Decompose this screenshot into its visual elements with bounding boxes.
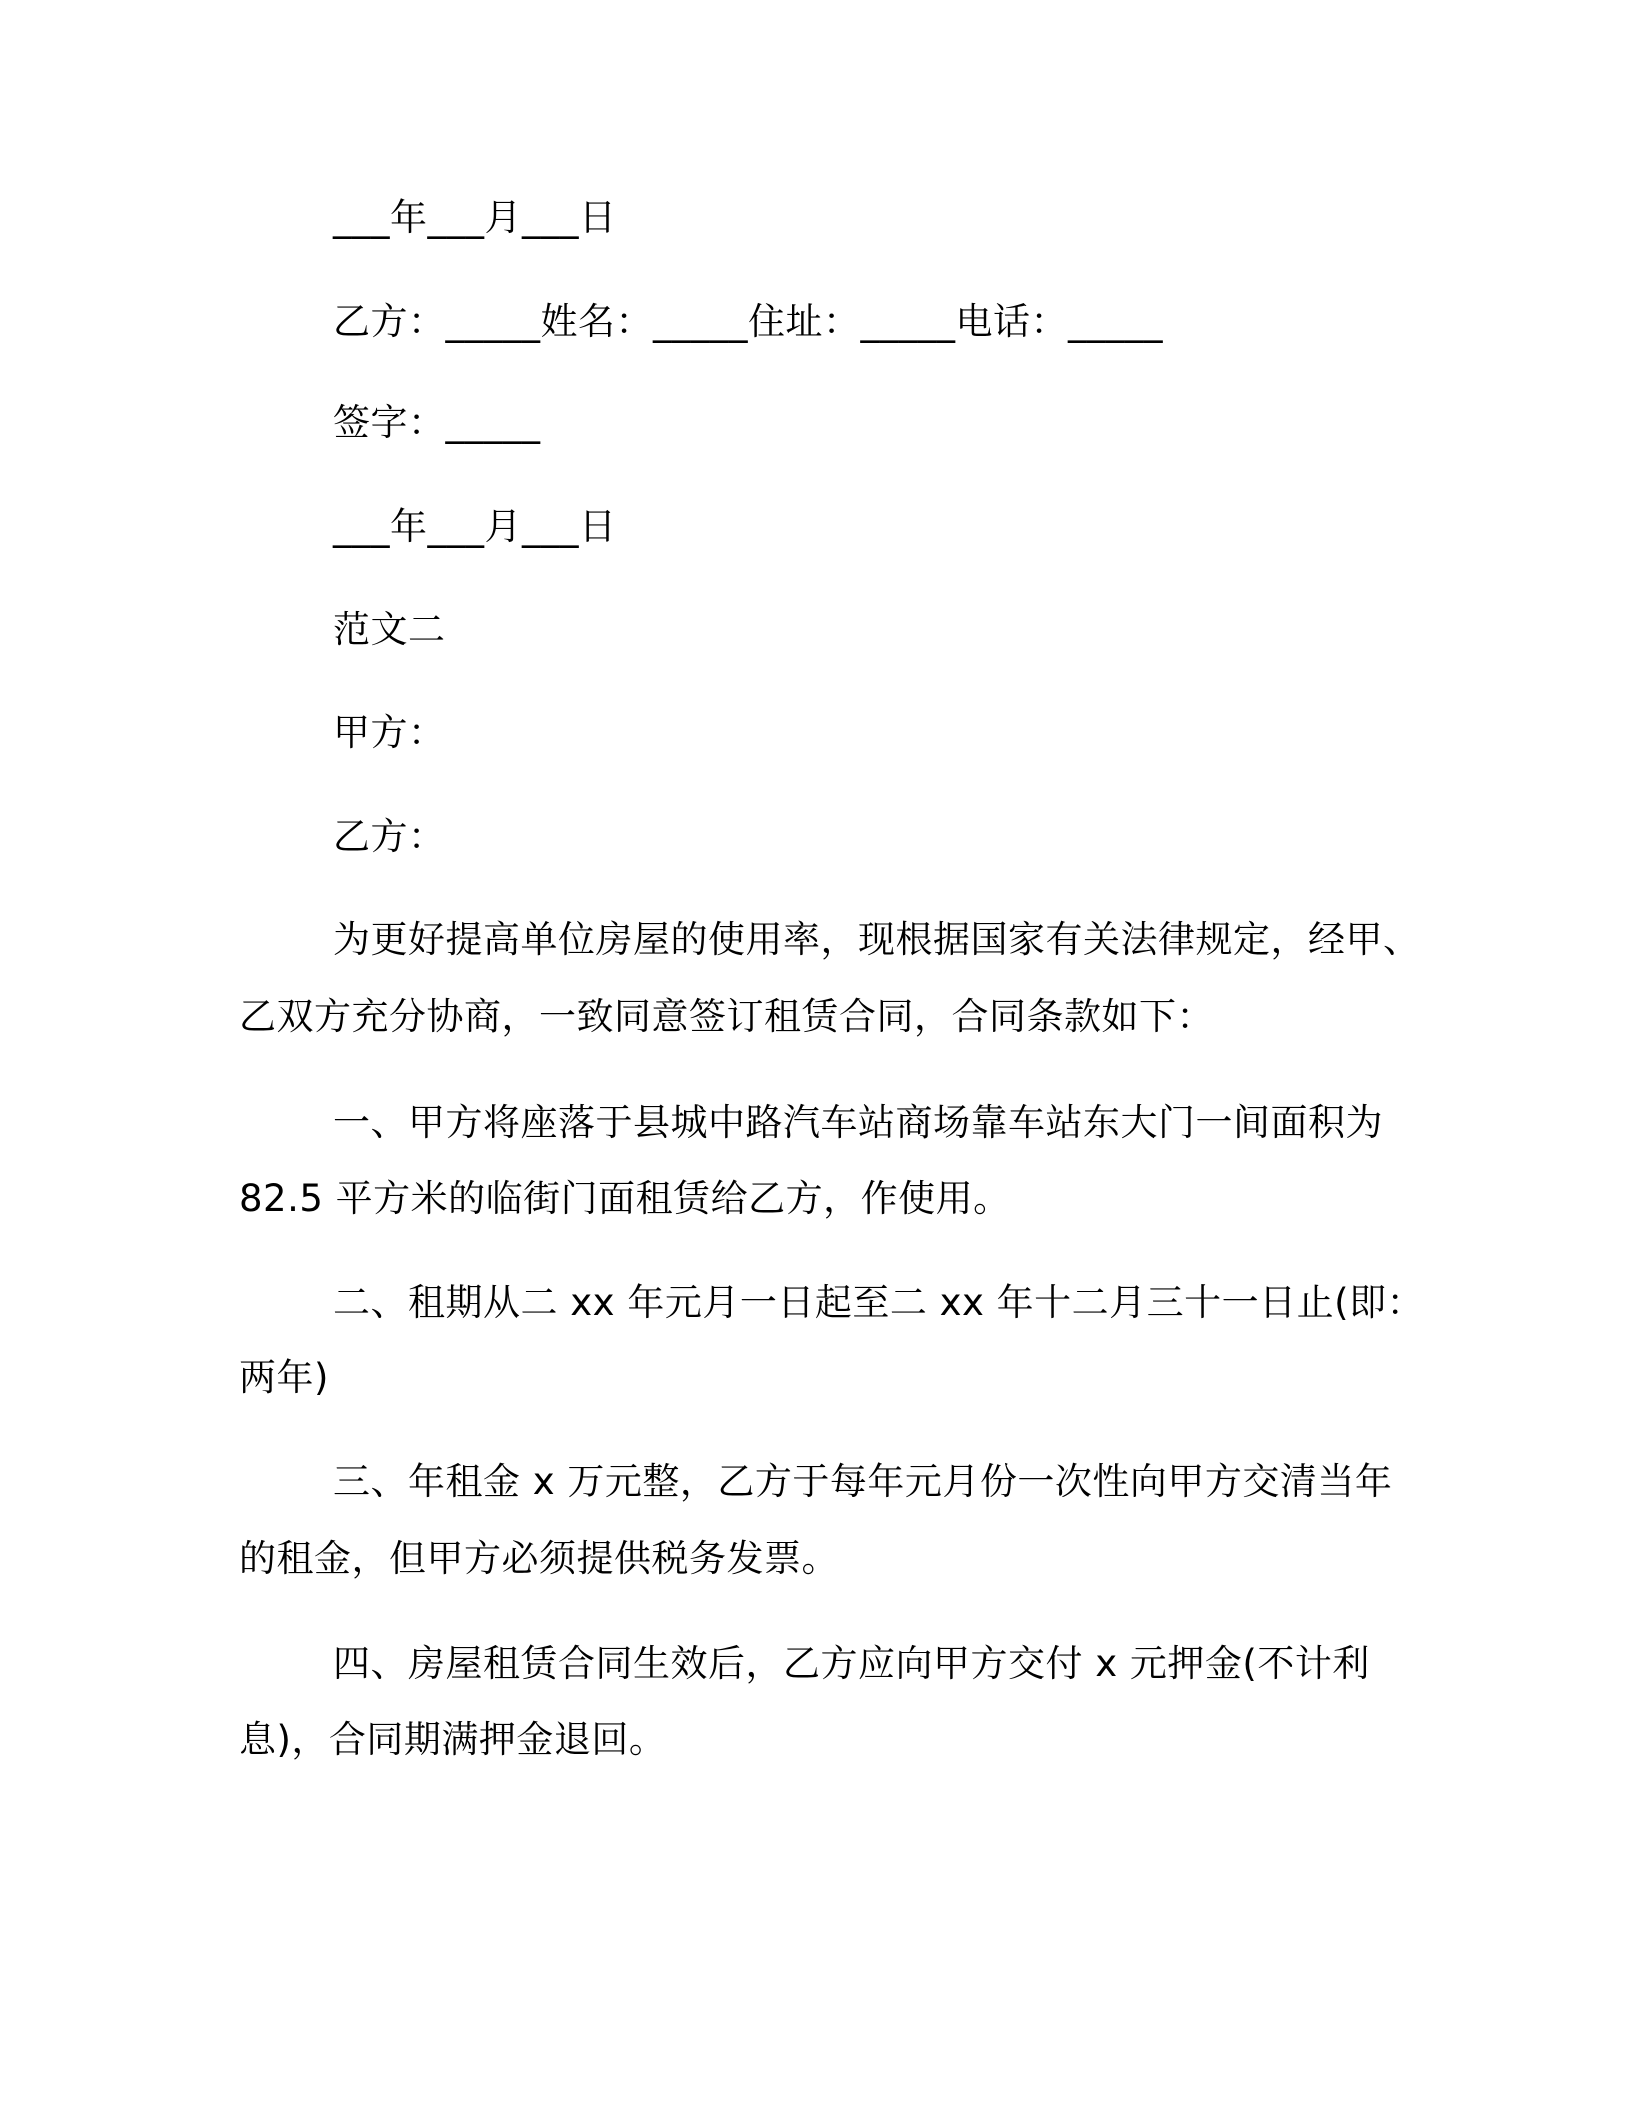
clause-1-line-2: 82.5 平方米的临街门面租赁给乙方，作使用。: [239, 1177, 1011, 1220]
clause-2-line-1: 二、租期从二 xx 年元月一日起至二 xx 年十二月三十一日止(即：: [333, 1281, 1425, 1324]
party-a-label: 甲方：: [333, 711, 446, 754]
preamble-line-2: 乙双方充分协商，一致同意签订租赁合同，合同条款如下：: [239, 995, 1214, 1038]
date-line-1: ___年___月___日: [333, 196, 617, 239]
clause-2-line-2: 两年): [239, 1356, 329, 1399]
date-line-2: ___年___月___日: [333, 505, 617, 548]
party-b-label: 乙方：: [333, 815, 446, 858]
party-b-info-line: 乙方：_____姓名：_____住址：_____电话：_____: [333, 300, 1163, 343]
signature-line: 签字：_____: [333, 401, 541, 444]
clause-1-line-1: 一、甲方将座落于县城中路汽车站商场靠车站东大门一间面积为: [333, 1101, 1383, 1144]
sample-two-heading: 范文二: [333, 608, 446, 651]
clause-3-line-1: 三、年租金 x 万元整，乙方于每年元月份一次性向甲方交清当年: [333, 1460, 1393, 1503]
preamble-line-1: 为更好提高单位房屋的使用率，现根据国家有关法律规定，经甲、: [333, 918, 1421, 961]
clause-4-line-1: 四、房屋租赁合同生效后，乙方应向甲方交付 x 元押金(不计利: [333, 1642, 1370, 1685]
clause-3-line-2: 的租金，但甲方必须提供税务发票。: [239, 1537, 839, 1580]
clause-4-line-2: 息)，合同期满押金退回。: [239, 1718, 667, 1761]
